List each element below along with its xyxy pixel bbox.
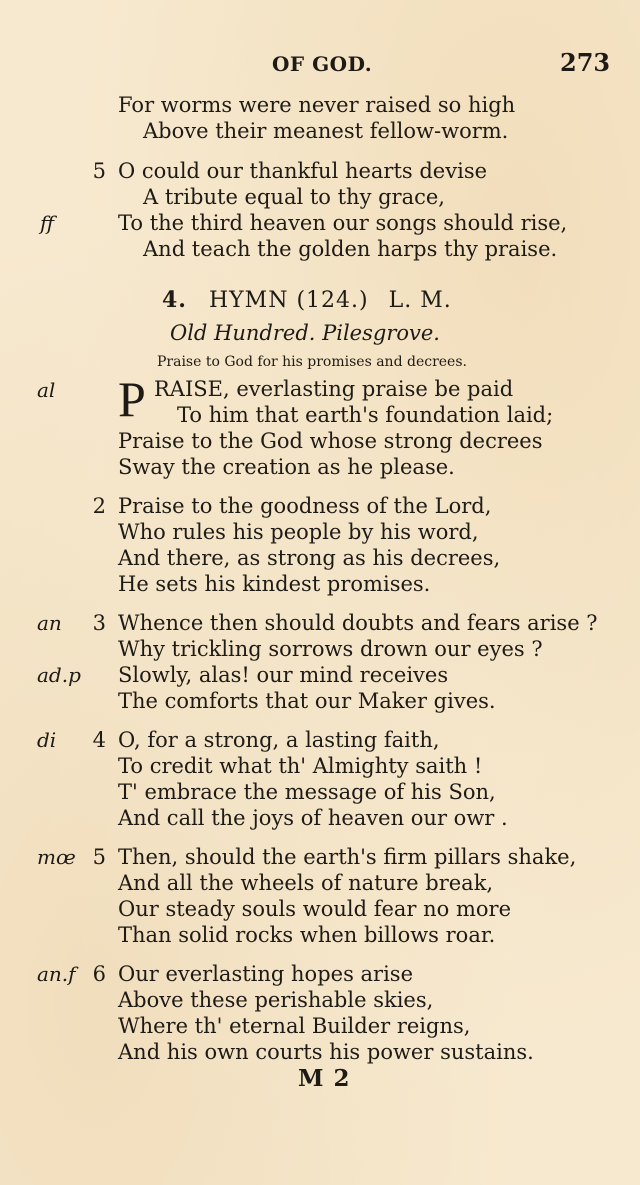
verse-line: Whence then should doubts and fears arise ? [118, 611, 598, 635]
verse-line: Praise to the goodness of the Lord, [118, 494, 492, 518]
stanza-number: 6 [92, 962, 106, 986]
verse-line: A tribute equal to thy grace, [143, 185, 445, 209]
drop-cap: P [118, 371, 146, 427]
verse-line: Who rules his people by his word, [118, 520, 479, 544]
stanza-number: 2 [92, 494, 106, 518]
dynamic-mark: an.f [37, 962, 76, 986]
tune-names: Old Hundred. Pilesgrove. [170, 321, 440, 345]
verse-line: Slowly, alas! our mind receives [118, 663, 449, 687]
verse-line: RAISE, everlasting praise be paid [154, 377, 514, 401]
verse-line: And all the wheels of nature break, [118, 871, 494, 895]
verse-line: To the third heaven our songs should rise, [118, 211, 568, 235]
verse-line: And there, as strong as his decrees, [118, 546, 501, 570]
stanza-number: 5 [92, 159, 106, 183]
verse-line: To credit what th' Almighty saith ! [118, 754, 483, 778]
verse-line: For worms were never raised so high [118, 93, 516, 117]
verse-line: Our everlasting hopes arise [118, 962, 413, 986]
verse-line: And teach the golden harps thy praise. [143, 237, 558, 261]
dynamic-mark: al [37, 378, 56, 402]
verse-line: Above their meanest fellow-worm. [143, 119, 509, 143]
hymn-title: HYMN (124.) [208, 288, 369, 313]
verse-line: And call the joys of heaven our owr . [118, 806, 508, 830]
verse-line: O, for a strong, a lasting faith, [118, 728, 440, 752]
page-number: 273 [560, 48, 611, 77]
dynamic-mark: ff [40, 211, 55, 235]
stanza-number: 3 [92, 611, 106, 635]
verse-line: O could our thankful hearts devise [118, 159, 488, 183]
dynamic-mark: ad.p [37, 663, 81, 687]
verse-line: Where th' eternal Builder reigns, [118, 1014, 471, 1038]
signature-mark: M 2 [298, 1065, 351, 1092]
dynamic-mark: mœ [37, 845, 76, 869]
verse-line: Then, should the earth's firm pillars shake, [118, 845, 577, 869]
verse-line: And his own courts his power sustains. [118, 1040, 534, 1064]
hymn-meter: L. M. [388, 288, 452, 313]
verse-line: Than solid rocks when billows roar. [118, 923, 496, 947]
dynamic-mark: di [37, 728, 57, 752]
dynamic-mark: an [37, 611, 62, 635]
stanza-number: 5 [92, 845, 106, 869]
verse-line: Our steady souls would fear no more [118, 897, 511, 921]
verse-line: To him that earth's foundation laid; [177, 403, 554, 427]
verse-line: Praise to the God whose strong decrees [118, 429, 543, 453]
hymn-heading [162, 287, 452, 313]
verse-line: The comforts that our Maker gives. [118, 689, 496, 713]
hymn-subject: Praise to God for his promises and decrees. [157, 354, 467, 370]
running-head: OF GOD. [272, 52, 373, 76]
verse-line: He sets his kindest promises. [118, 572, 431, 596]
hymn-index: 4. [162, 287, 187, 313]
verse-line: Above these perishable skies, [118, 988, 434, 1012]
verse-line: T' embrace the message of his Son, [118, 780, 496, 804]
stanza-number: 4 [92, 728, 106, 752]
verse-line: Sway the creation as he please. [118, 455, 455, 479]
verse-line: Why trickling sorrows drown our eyes ? [118, 637, 543, 661]
